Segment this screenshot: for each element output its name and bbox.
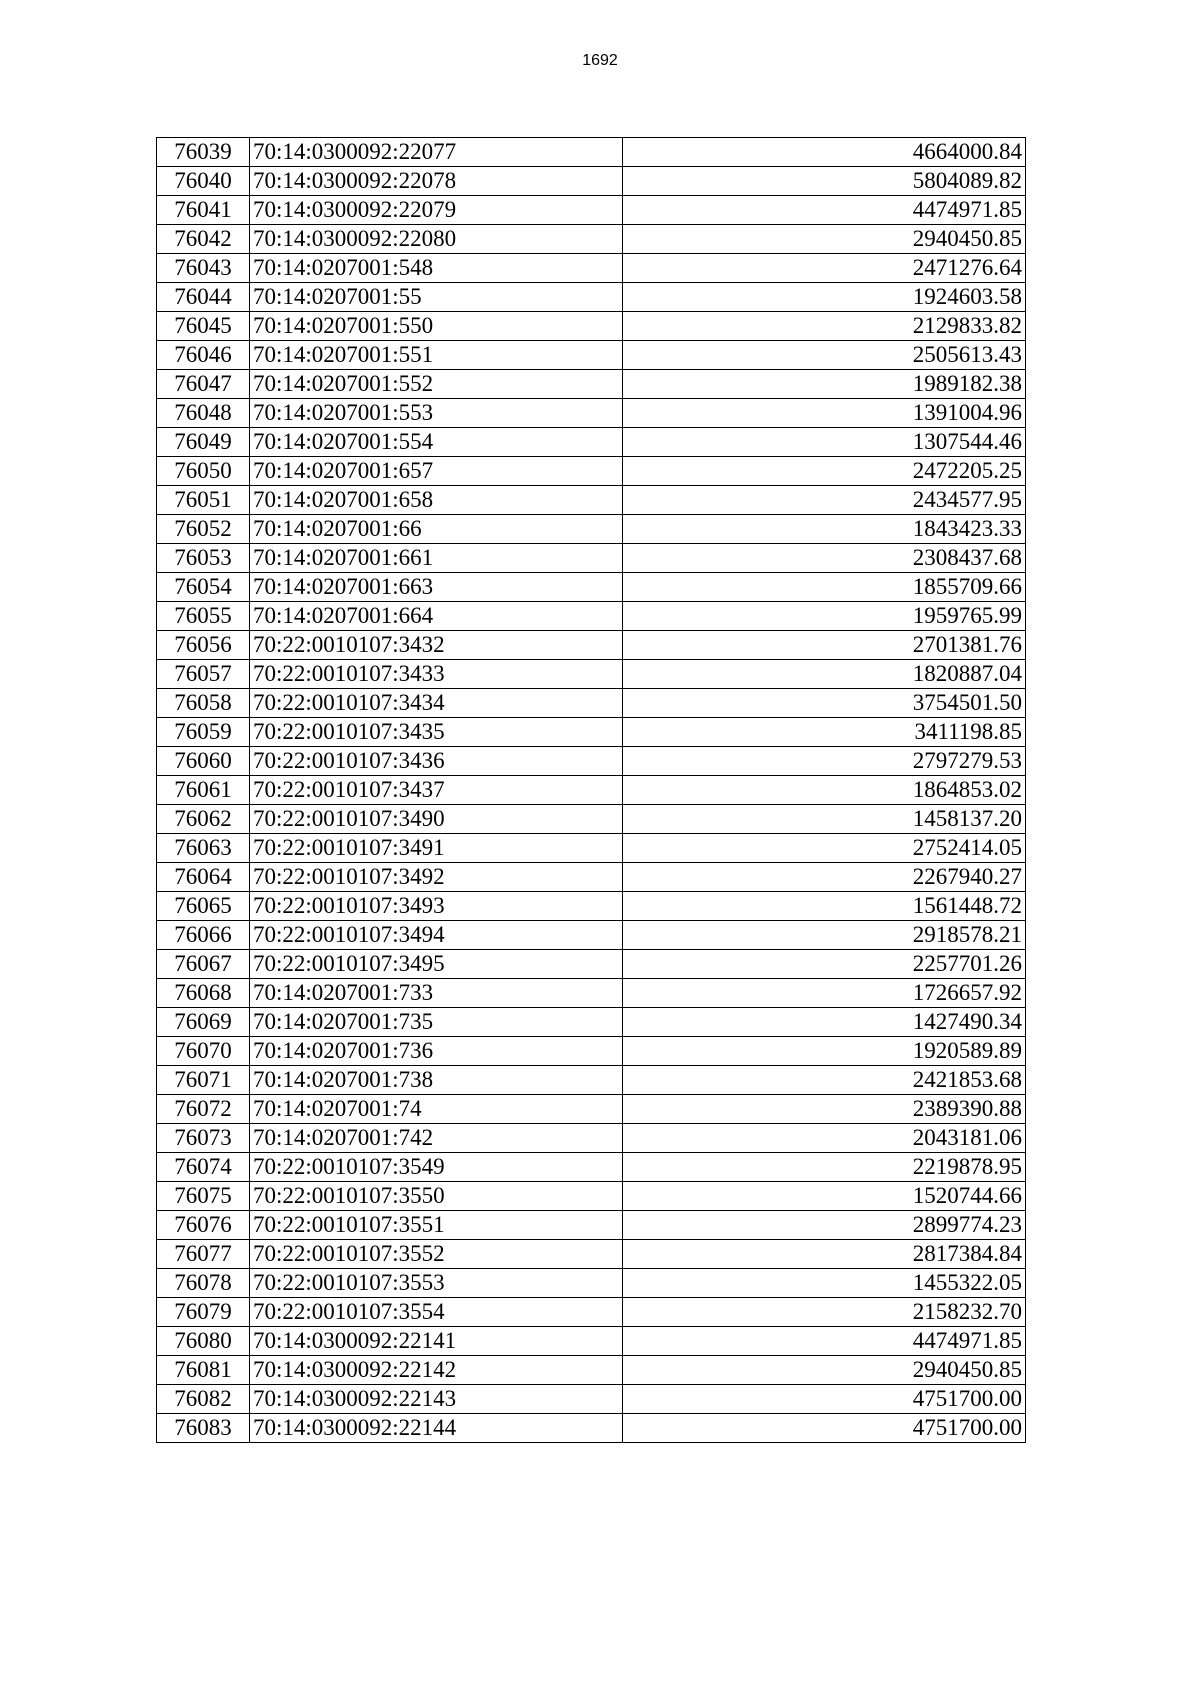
table-row xyxy=(157,225,1026,254)
row-number-cell: 76076 xyxy=(157,1211,250,1240)
cadastral-value-cell: 1920589.89 xyxy=(623,1037,1026,1066)
cadastral-number-cell: 70:14:0300092:22144 xyxy=(250,1414,623,1443)
cadastral-number-cell: 70:14:0207001:553 xyxy=(250,399,623,428)
row-number-cell: 76054 xyxy=(157,573,250,602)
cadastral-number-cell: 70:14:0300092:22077 xyxy=(250,138,623,167)
cadastral-number-cell: 70:14:0207001:736 xyxy=(250,1037,623,1066)
cadastral-number-cell: 70:14:0300092:22079 xyxy=(250,196,623,225)
table-row xyxy=(157,1298,1026,1327)
row-number-cell: 76040 xyxy=(157,167,250,196)
cadastral-value-cell: 1855709.66 xyxy=(623,573,1026,602)
cadastral-number-cell: 70:14:0207001:742 xyxy=(250,1124,623,1153)
cadastral-number-cell: 70:22:0010107:3490 xyxy=(250,805,623,834)
table-row xyxy=(157,718,1026,747)
table-row xyxy=(157,1095,1026,1124)
cadastral-number-cell: 70:22:0010107:3491 xyxy=(250,834,623,863)
row-number-cell: 76069 xyxy=(157,1008,250,1037)
row-number-cell: 76049 xyxy=(157,428,250,457)
table-row xyxy=(157,457,1026,486)
row-number-cell: 76078 xyxy=(157,1269,250,1298)
row-number-cell: 76051 xyxy=(157,486,250,515)
cadastral-number-cell: 70:22:0010107:3553 xyxy=(250,1269,623,1298)
cadastral-number-cell: 70:14:0300092:22143 xyxy=(250,1385,623,1414)
cadastral-value-cell: 1427490.34 xyxy=(623,1008,1026,1037)
table-row xyxy=(157,486,1026,515)
cadastral-value-cell: 2701381.76 xyxy=(623,631,1026,660)
cadastral-value-cell: 4751700.00 xyxy=(623,1414,1026,1443)
cadastral-number-cell: 70:22:0010107:3436 xyxy=(250,747,623,776)
row-number-cell: 76070 xyxy=(157,1037,250,1066)
row-number-cell: 76065 xyxy=(157,892,250,921)
row-number-cell: 76062 xyxy=(157,805,250,834)
table-row xyxy=(157,428,1026,457)
table-row xyxy=(157,283,1026,312)
row-number-cell: 76077 xyxy=(157,1240,250,1269)
table-body xyxy=(157,138,1026,1443)
table-row xyxy=(157,1124,1026,1153)
cadastral-number-cell: 70:14:0300092:22078 xyxy=(250,167,623,196)
cadastral-number-cell: 70:22:0010107:3549 xyxy=(250,1153,623,1182)
row-number-cell: 76075 xyxy=(157,1182,250,1211)
cadastral-value-cell: 2267940.27 xyxy=(623,863,1026,892)
table-row xyxy=(157,1037,1026,1066)
row-number-cell: 76079 xyxy=(157,1298,250,1327)
table-row xyxy=(157,805,1026,834)
table-row xyxy=(157,1269,1026,1298)
table-row xyxy=(157,1153,1026,1182)
cadastral-value-cell: 1307544.46 xyxy=(623,428,1026,457)
cadastral-value-table xyxy=(156,137,1026,1443)
row-number-cell: 76080 xyxy=(157,1327,250,1356)
cadastral-value-cell: 2899774.23 xyxy=(623,1211,1026,1240)
cadastral-number-cell: 70:14:0207001:554 xyxy=(250,428,623,457)
cadastral-number-cell: 70:22:0010107:3494 xyxy=(250,921,623,950)
table-row xyxy=(157,689,1026,718)
table-row xyxy=(157,1182,1026,1211)
cadastral-value-cell: 1924603.58 xyxy=(623,283,1026,312)
page-number: 1692 xyxy=(582,52,618,69)
row-number-cell: 76039 xyxy=(157,138,250,167)
cadastral-number-cell: 70:14:0207001:658 xyxy=(250,486,623,515)
table-row xyxy=(157,602,1026,631)
row-number-cell: 76063 xyxy=(157,834,250,863)
table-row xyxy=(157,921,1026,950)
cadastral-value-cell: 2505613.43 xyxy=(623,341,1026,370)
table-row xyxy=(157,515,1026,544)
cadastral-value-cell: 4751700.00 xyxy=(623,1385,1026,1414)
row-number-cell: 76059 xyxy=(157,718,250,747)
row-number-cell: 76046 xyxy=(157,341,250,370)
cadastral-number-cell: 70:14:0207001:548 xyxy=(250,254,623,283)
cadastral-value-cell: 2817384.84 xyxy=(623,1240,1026,1269)
cadastral-value-cell: 2918578.21 xyxy=(623,921,1026,950)
table-row xyxy=(157,399,1026,428)
table-row xyxy=(157,660,1026,689)
table-row xyxy=(157,370,1026,399)
cadastral-value-cell: 2434577.95 xyxy=(623,486,1026,515)
row-number-cell: 76050 xyxy=(157,457,250,486)
table-row xyxy=(157,1211,1026,1240)
cadastral-value-cell: 2940450.85 xyxy=(623,225,1026,254)
row-number-cell: 76074 xyxy=(157,1153,250,1182)
cadastral-value-cell: 1820887.04 xyxy=(623,660,1026,689)
cadastral-number-cell: 70:14:0207001:657 xyxy=(250,457,623,486)
cadastral-number-cell: 70:22:0010107:3432 xyxy=(250,631,623,660)
cadastral-number-cell: 70:22:0010107:3495 xyxy=(250,950,623,979)
row-number-cell: 76056 xyxy=(157,631,250,660)
cadastral-number-cell: 70:14:0207001:66 xyxy=(250,515,623,544)
table-row xyxy=(157,544,1026,573)
row-number-cell: 76073 xyxy=(157,1124,250,1153)
table-row xyxy=(157,1327,1026,1356)
row-number-cell: 76071 xyxy=(157,1066,250,1095)
table-row xyxy=(157,1066,1026,1095)
cadastral-value-cell: 2043181.06 xyxy=(623,1124,1026,1153)
cadastral-number-cell: 70:22:0010107:3437 xyxy=(250,776,623,805)
cadastral-value-cell: 4664000.84 xyxy=(623,138,1026,167)
table-row xyxy=(157,138,1026,167)
cadastral-number-cell: 70:14:0207001:661 xyxy=(250,544,623,573)
cadastral-value-cell: 2797279.53 xyxy=(623,747,1026,776)
row-number-cell: 76053 xyxy=(157,544,250,573)
cadastral-value-cell: 2257701.26 xyxy=(623,950,1026,979)
cadastral-value-cell: 5804089.82 xyxy=(623,167,1026,196)
cadastral-value-cell: 2308437.68 xyxy=(623,544,1026,573)
cadastral-number-cell: 70:22:0010107:3492 xyxy=(250,863,623,892)
cadastral-number-cell: 70:14:0207001:550 xyxy=(250,312,623,341)
row-number-cell: 76083 xyxy=(157,1414,250,1443)
row-number-cell: 76055 xyxy=(157,602,250,631)
cadastral-number-cell: 70:14:0207001:552 xyxy=(250,370,623,399)
cadastral-value-cell: 1458137.20 xyxy=(623,805,1026,834)
cadastral-value-cell: 1520744.66 xyxy=(623,1182,1026,1211)
row-number-cell: 76052 xyxy=(157,515,250,544)
table-row xyxy=(157,892,1026,921)
cadastral-number-cell: 70:22:0010107:3550 xyxy=(250,1182,623,1211)
cadastral-value-cell: 2471276.64 xyxy=(623,254,1026,283)
row-number-cell: 76058 xyxy=(157,689,250,718)
cadastral-value-cell: 2752414.05 xyxy=(623,834,1026,863)
cadastral-number-cell: 70:14:0207001:733 xyxy=(250,979,623,1008)
cadastral-value-cell: 1989182.38 xyxy=(623,370,1026,399)
row-number-cell: 76061 xyxy=(157,776,250,805)
cadastral-number-cell: 70:22:0010107:3434 xyxy=(250,689,623,718)
row-number-cell: 76067 xyxy=(157,950,250,979)
table-row xyxy=(157,1356,1026,1385)
cadastral-number-cell: 70:14:0207001:55 xyxy=(250,283,623,312)
cadastral-value-cell: 3411198.85 xyxy=(623,718,1026,747)
cadastral-number-cell: 70:14:0300092:22080 xyxy=(250,225,623,254)
cadastral-number-cell: 70:22:0010107:3551 xyxy=(250,1211,623,1240)
cadastral-value-cell: 1391004.96 xyxy=(623,399,1026,428)
row-number-cell: 76064 xyxy=(157,863,250,892)
cadastral-number-cell: 70:22:0010107:3493 xyxy=(250,892,623,921)
table-row xyxy=(157,341,1026,370)
row-number-cell: 76072 xyxy=(157,1095,250,1124)
cadastral-value-cell: 1959765.99 xyxy=(623,602,1026,631)
table-row xyxy=(157,631,1026,660)
table-row xyxy=(157,573,1026,602)
row-number-cell: 76044 xyxy=(157,283,250,312)
row-number-cell: 76047 xyxy=(157,370,250,399)
row-number-cell: 76081 xyxy=(157,1356,250,1385)
cadastral-value-cell: 2389390.88 xyxy=(623,1095,1026,1124)
row-number-cell: 76057 xyxy=(157,660,250,689)
table-row xyxy=(157,950,1026,979)
table-row xyxy=(157,1008,1026,1037)
row-number-cell: 76041 xyxy=(157,196,250,225)
row-number-cell: 76060 xyxy=(157,747,250,776)
table-row xyxy=(157,979,1026,1008)
cadastral-value-cell: 4474971.85 xyxy=(623,196,1026,225)
table-row xyxy=(157,312,1026,341)
cadastral-number-cell: 70:14:0207001:735 xyxy=(250,1008,623,1037)
cadastral-value-cell: 3754501.50 xyxy=(623,689,1026,718)
table-row xyxy=(157,1240,1026,1269)
cadastral-value-cell: 2158232.70 xyxy=(623,1298,1026,1327)
row-number-cell: 76045 xyxy=(157,312,250,341)
table-row xyxy=(157,747,1026,776)
cadastral-value-cell: 1843423.33 xyxy=(623,515,1026,544)
cadastral-value-cell: 4474971.85 xyxy=(623,1327,1026,1356)
table-row xyxy=(157,834,1026,863)
cadastral-number-cell: 70:14:0207001:664 xyxy=(250,602,623,631)
cadastral-number-cell: 70:22:0010107:3433 xyxy=(250,660,623,689)
row-number-cell: 76066 xyxy=(157,921,250,950)
cadastral-value-cell: 1561448.72 xyxy=(623,892,1026,921)
table-row xyxy=(157,167,1026,196)
cadastral-number-cell: 70:22:0010107:3552 xyxy=(250,1240,623,1269)
table-row xyxy=(157,776,1026,805)
table-row xyxy=(157,196,1026,225)
cadastral-value-cell: 1864853.02 xyxy=(623,776,1026,805)
cadastral-number-cell: 70:14:0207001:738 xyxy=(250,1066,623,1095)
table-row xyxy=(157,254,1026,283)
cadastral-value-cell: 2472205.25 xyxy=(623,457,1026,486)
cadastral-number-cell: 70:14:0207001:551 xyxy=(250,341,623,370)
cadastral-value-cell: 2219878.95 xyxy=(623,1153,1026,1182)
row-number-cell: 76068 xyxy=(157,979,250,1008)
cadastral-number-cell: 70:14:0300092:22141 xyxy=(250,1327,623,1356)
cadastral-number-cell: 70:22:0010107:3435 xyxy=(250,718,623,747)
cadastral-value-cell: 1726657.92 xyxy=(623,979,1026,1008)
cadastral-value-cell: 2129833.82 xyxy=(623,312,1026,341)
cadastral-number-cell: 70:14:0207001:663 xyxy=(250,573,623,602)
table-row xyxy=(157,863,1026,892)
cadastral-number-cell: 70:22:0010107:3554 xyxy=(250,1298,623,1327)
row-number-cell: 76042 xyxy=(157,225,250,254)
cadastral-number-cell: 70:14:0300092:22142 xyxy=(250,1356,623,1385)
cadastral-value-cell: 1455322.05 xyxy=(623,1269,1026,1298)
table-row xyxy=(157,1385,1026,1414)
cadastral-value-cell: 2940450.85 xyxy=(623,1356,1026,1385)
cadastral-number-cell: 70:14:0207001:74 xyxy=(250,1095,623,1124)
row-number-cell: 76043 xyxy=(157,254,250,283)
cadastral-value-cell: 2421853.68 xyxy=(623,1066,1026,1095)
row-number-cell: 76082 xyxy=(157,1385,250,1414)
table-row xyxy=(157,1414,1026,1443)
row-number-cell: 76048 xyxy=(157,399,250,428)
